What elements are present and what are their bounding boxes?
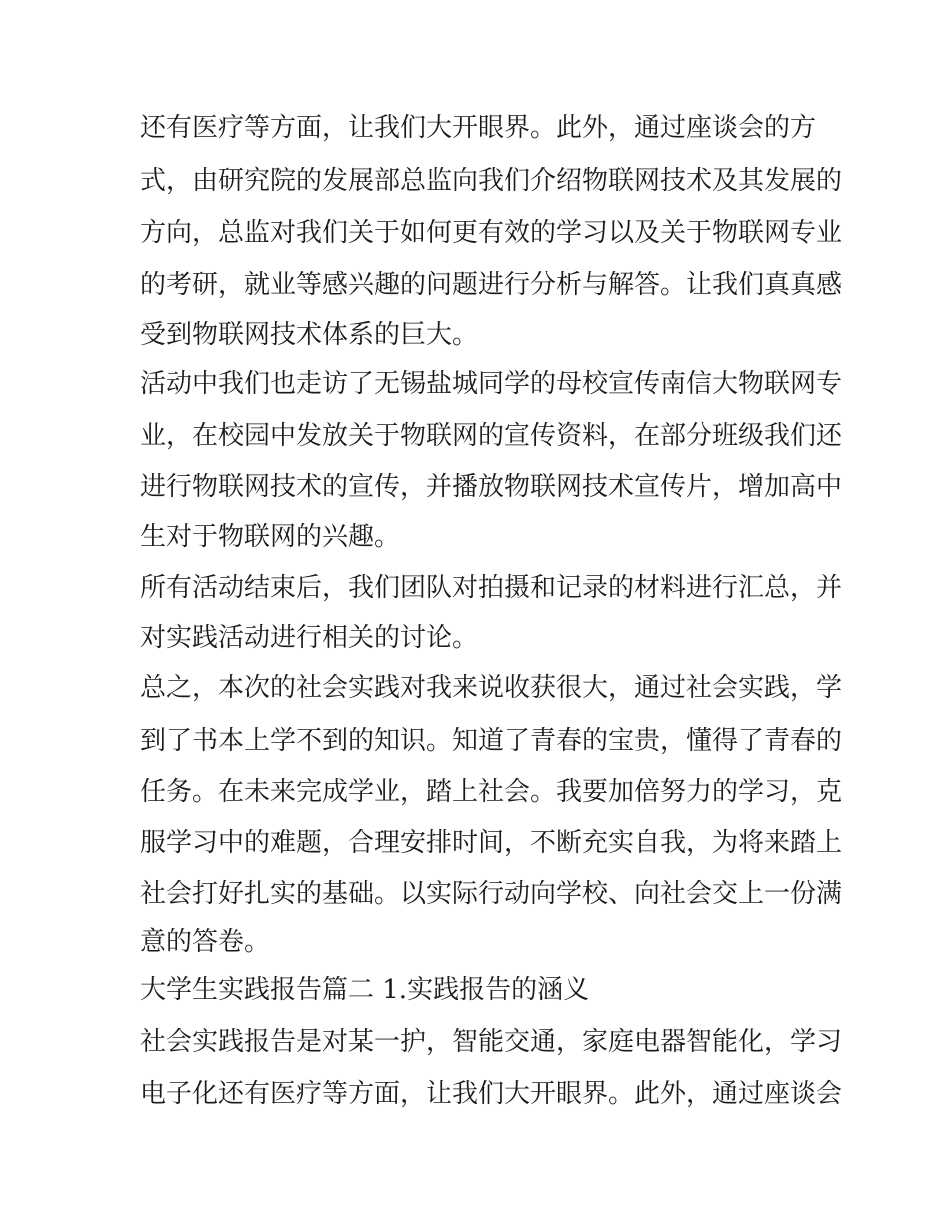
text-line: 社会实践报告是对某一护，智能交通，家庭电器智能化，学习 [140, 1027, 843, 1057]
text-line: 到了书本上学不到的知识。知道了青春的宝贵，懂得了青春的 [140, 726, 843, 756]
text-line: 对实践活动进行相关的讨论。 [140, 623, 479, 653]
text-line: 总之，本次的社会实践对我来说收获很大，通过社会实践，学 [140, 673, 843, 703]
text-line: 意的答卷。 [140, 927, 271, 957]
text-line: 所有活动结束后，我们团队对拍摄和记录的材料进行汇总，并 [140, 573, 843, 603]
section-heading: 大学生实践报告篇二 1.实践报告的涵义 [140, 975, 590, 1005]
text-line: 的考研，就业等感兴趣的问题进行分析与解答。让我们真真感 [140, 270, 843, 300]
text-line: 式，由研究院的发展部总监向我们介绍物联网技术及其发展的 [140, 166, 843, 196]
text-line: 业，在校园中发放关于物联网的宣传资料，在部分班级我们还 [140, 421, 843, 451]
text-line: 生对于物联网的兴趣。 [140, 522, 401, 552]
text-line: 服学习中的难题，合理安排时间，不断充实自我，为将来踏上 [140, 828, 843, 858]
text-line: 进行物联网技术的宣传，并播放物联网技术宣传片，增加高中 [140, 472, 843, 502]
text-line: 任务。在未来完成学业，踏上社会。我要加倍努力的学习，克 [140, 777, 843, 807]
text-line: 活动中我们也走访了无锡盐城同学的母校宣传南信大物联网专 [140, 369, 843, 399]
text-line: 社会打好扎实的基础。以实际行动向学校、向社会交上一份满 [140, 879, 843, 909]
text-line: 电子化还有医疗等方面，让我们大开眼界。此外，通过座谈会 [140, 1079, 843, 1109]
text-line: 方向，总监对我们关于如何更有效的学习以及关于物联网专业 [140, 218, 843, 248]
text-line: 受到物联网技术体系的巨大。 [140, 320, 479, 350]
text-line: 还有医疗等方面，让我们大开眼界。此外，通过座谈会的方 [140, 113, 817, 143]
